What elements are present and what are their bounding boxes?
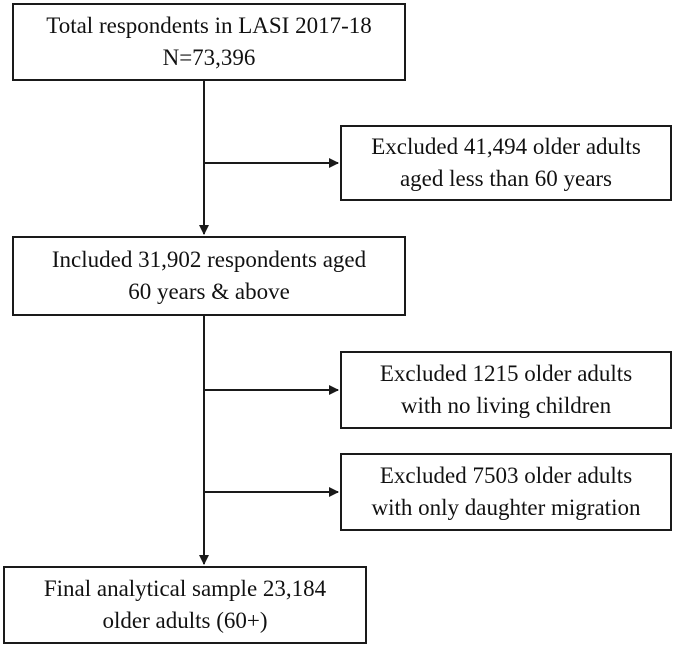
included-respondents-box — [12, 236, 406, 316]
total-respondents-line2: N=73,396 — [162, 45, 256, 70]
final-sample-line2: older adults (60+) — [102, 608, 268, 633]
excluded-age-line2: aged less than 60 years — [399, 166, 613, 191]
total-respondents-line1: Total respondents in LASI 2017-18 — [46, 13, 372, 38]
final-sample-box — [3, 566, 367, 644]
excluded-migration-box — [340, 453, 672, 531]
excluded-age-line1: Excluded 41,494 older adults — [371, 134, 641, 159]
excluded-children-line2: with no living children — [400, 393, 612, 418]
final-sample-line1: Final analytical sample 23,184 — [43, 576, 327, 601]
excluded-children-line1: Excluded 1215 older adults — [379, 361, 633, 386]
total-respondents-box — [12, 3, 406, 81]
included-respondents-line1: Included 31,902 respondents aged — [51, 247, 367, 272]
excluded-children-box — [340, 351, 672, 429]
excluded-migration-line2: with only daughter migration — [371, 495, 641, 520]
included-respondents-line2: 60 years & above — [128, 279, 290, 304]
excluded-migration-line1: Excluded 7503 older adults — [379, 463, 633, 488]
excluded-age-box — [340, 125, 672, 201]
